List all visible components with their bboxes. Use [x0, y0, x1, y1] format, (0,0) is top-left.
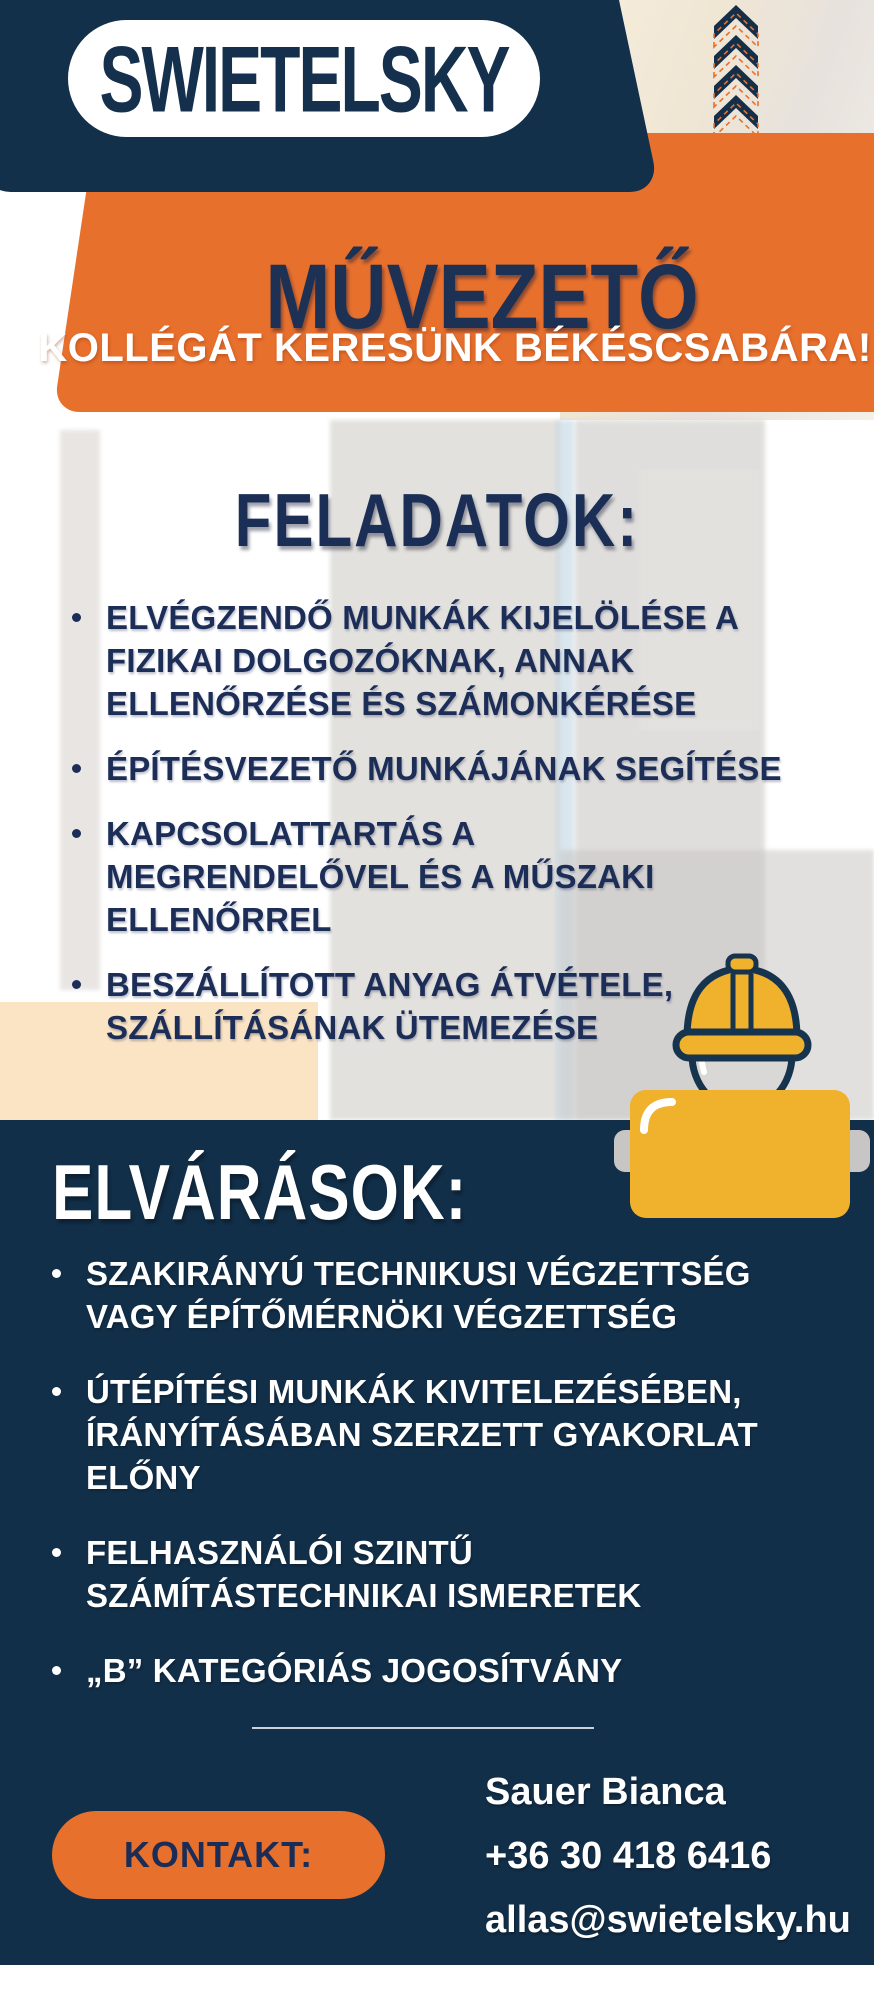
divider-line	[252, 1727, 594, 1729]
kontakt-button[interactable]	[52, 1811, 385, 1899]
job-title: MŰVEZETŐ	[265, 244, 699, 348]
list-item: BESZÁLLÍTOTT ANYAG ÁTVÉTELE, SZÁLLÍTÁSÁNAK ÜTEMEZÉSE	[70, 963, 746, 1049]
bullet-dot	[72, 764, 81, 773]
construction-worker-icon	[600, 950, 874, 1230]
contact-block	[485, 1760, 865, 1952]
chevrons-up-icon	[705, 2, 767, 142]
contact-name: Sauer Bianca	[485, 1771, 726, 1813]
list-item: KAPCSOLATTARTÁS A MEGRENDELŐVEL ÉS A MŰSZAKI ELLENŐRREL	[70, 812, 786, 941]
list-item: ÉPÍTÉSVEZETŐ MUNKÁJÁNAK SEGÍTÉSE	[70, 747, 786, 790]
requirements-list	[50, 1252, 810, 1724]
list-item: SZAKIRÁNYÚ TECHNIKUSI VÉGZETTSÉG VAGY ÉPÍTŐMÉRNÖKI VÉGZETTSÉG	[50, 1252, 810, 1338]
list-item: FELHASZNÁLÓI SZINTŰ SZÁMÍTÁSTECHNIKAI ISMERETEK	[50, 1531, 726, 1617]
bullet-dot	[72, 980, 81, 989]
bullet-dot	[52, 1666, 61, 1675]
logo-text: SWIETELSKY	[99, 25, 509, 132]
requirements-heading: ELVÁRÁSOK:	[52, 1150, 468, 1237]
contact-phone: +36 30 418 6416	[485, 1835, 772, 1877]
list-item: „B” KATEGÓRIÁS JOGOSÍTVÁNY	[50, 1649, 810, 1692]
bullet-dot	[52, 1269, 61, 1278]
swietelsky-logo	[68, 20, 540, 137]
list-item: ELVÉGZENDŐ MUNKÁK KIJELÖLÉSE A FIZIKAI DOLGOZÓKNAK, ANNAK ELLENŐRZÉSE ÉS SZÁMONKÉRÉSE	[70, 596, 766, 725]
bullet-dot	[72, 829, 81, 838]
contact-email[interactable]: allas@swietelsky.hu	[485, 1899, 851, 1941]
tasks-heading: FELADATOK:	[234, 478, 640, 563]
kontakt-button-label: KONTAKT:	[123, 1834, 314, 1875]
list-item: ÚTÉPÍTÉSI MUNKÁK KIVITELEZÉSÉBEN, ÍRÁNYÍTÁSÁBAN SZERZETT GYAKORLAT ELŐNY	[50, 1370, 810, 1499]
bullet-dot	[72, 613, 81, 622]
hero-subtitle: KOLLÉGÁT KERESÜNK BÉKÉSCSABÁRA!	[38, 326, 872, 370]
bullet-dot	[52, 1548, 61, 1557]
bullet-dot	[52, 1387, 61, 1396]
